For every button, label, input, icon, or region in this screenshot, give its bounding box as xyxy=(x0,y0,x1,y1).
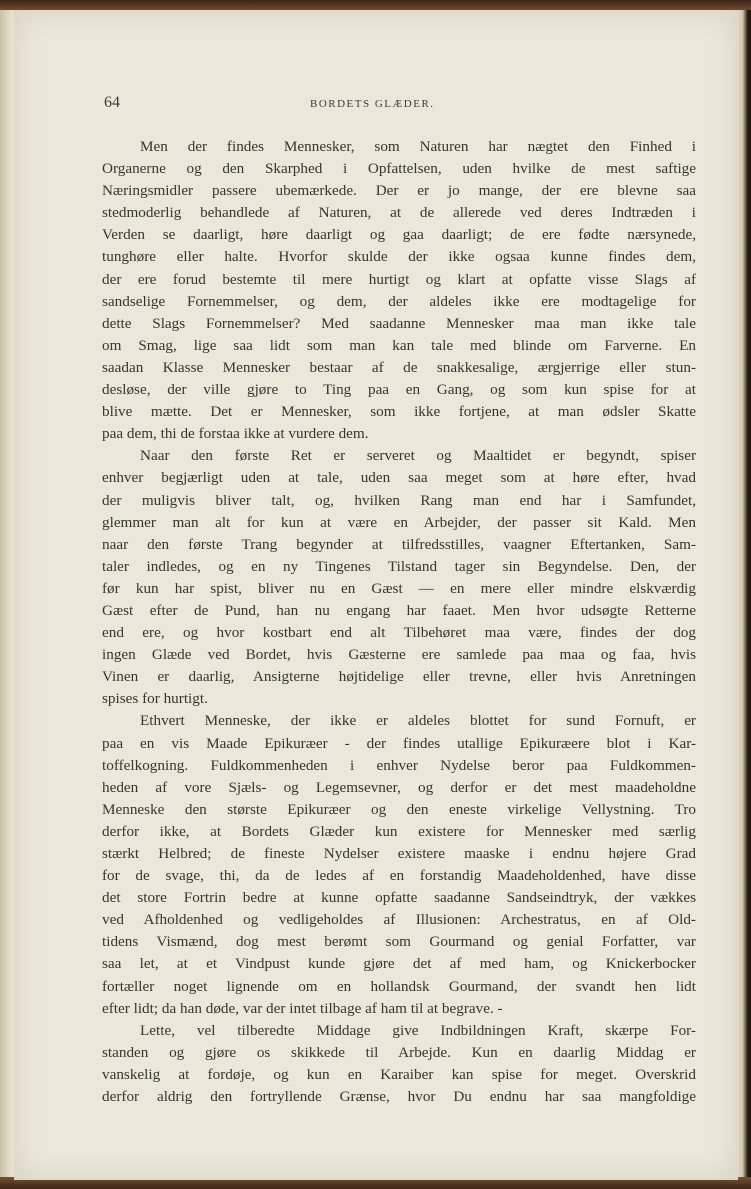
text-line: Verden se daarligt, høre daarligt og gaa daarligt; de ere fødte nærsynede, xyxy=(102,226,696,244)
text-line: stedmoderlig behandlede af Naturen, at de allerede ved deres Indtræden i xyxy=(102,204,696,222)
text-line: Naar den første Ret er serveret og Maaltidet er begyndt, spiser xyxy=(140,447,696,465)
text-line: Næringsmidler passere ubemærkede. Der er jo mange, der ere blevne saa xyxy=(102,182,696,200)
text-line: der ere forud bestemte til mere hurtigt og klart at opfatte visse Slags af xyxy=(102,270,696,288)
text-line: tidens Vismænd, dog mest berømt som Gourmand og genial Forfatter, var xyxy=(102,933,696,951)
text-line: paa dem, thi de forstaa ikke at vurdere dem. xyxy=(102,425,369,443)
text-line: efter lidt; da han døde, var der intet tilbage af ham til at begrave. - xyxy=(102,999,503,1017)
text-line: enhver begjærligt uden at tale, uden saa meget som at høre efter, hvad xyxy=(102,469,696,487)
text-line: sandselige Fornemmelser, og dem, der aldeles ikke ere modtagelige for xyxy=(102,292,696,310)
text-line: Gæst efter de Pund, han nu engang har faaet. Men hvor udsøgte Retterne xyxy=(102,601,696,619)
text-line: Men der findes Mennesker, som Naturen har nægtet den Finhed i xyxy=(140,138,696,155)
text-line: standen og gjøre os skikkede til Arbejde. Kun en daarlig Middag er xyxy=(102,1043,696,1061)
text-line: Vinen er daarlig, Ansigterne højtidelige eller trevne, eller hvis Anretningen xyxy=(102,668,696,686)
text-line: dette Slags Fornemmelser? Med saadanne Mennesker maa man ikke tale xyxy=(102,314,696,332)
book-page-edges xyxy=(737,10,751,1180)
text-line: der muligvis bliver talt, og, hvilken Rang man end har i Samfundet, xyxy=(102,491,696,509)
text-line: Organerne og den Skarphed i Opfattelsen, uden hvilke de mest saftige xyxy=(102,160,696,178)
text-line: stærkt Helbred; de fineste Nydelser existere maaske i endnu højere Grad xyxy=(102,845,696,862)
text-line: fortæller noget lignende om en hollandsk Gourmand, der svandt hen lidt xyxy=(102,977,696,995)
text-line: Lette, vel tilberedte Middage give Indbildningen Kraft, skærpe For- xyxy=(140,1021,696,1039)
text-line: saadan Klasse Mennesker bestaar af de snakkesalige, ærgjerrige eller stun- xyxy=(102,358,696,376)
text-line: saa let, at et Vindpust kunde gjøre det af med ham, og Knickerbocker xyxy=(102,955,696,973)
text-line: heden af vore Sjæls- og Legemsevner, og derfor er det mest maadeholdne xyxy=(102,778,696,796)
text-line: tunghøre eller halte. Hvorfor skulde der ikke ogsaa kunne findes dem, xyxy=(102,248,696,266)
text-line: spises for hurtigt. xyxy=(102,690,208,708)
text-line: Menneske den største Epikuræer og den eneste virkelige Vellystning. Tro xyxy=(102,800,696,818)
text-line: taler indledes, og en ny Tingenes Tilstand tager sin Begyndelse. Den, der xyxy=(102,557,696,575)
text-line: end ere, og hvor kostbart end alt Tilbehøret maa være, findes der dog xyxy=(102,624,696,642)
text-line: naar den første Trang begynder at tilfredsstilles, vaagner Eftertanken, Sam- xyxy=(102,535,696,553)
text-line: vanskelig at fordøje, og kun en Karaiber kan spise for meget. Overskrid xyxy=(102,1065,696,1083)
body-text xyxy=(102,136,696,1108)
text-line: det store Fortrin bedre at kunne opfatte saadanne Sandseindtryk, der vækkes xyxy=(102,889,696,907)
running-head: BORDETS GLÆDER. xyxy=(310,98,435,110)
text-line: om Smag, lige saa lidt som man kan tale med blinde om Farverne. En xyxy=(102,336,696,354)
text-line: glemmer man alt for kun at være en Arbejder, der passer sit Kald. Men xyxy=(102,513,696,531)
text-line: for de svage, thi, da de ledes af en forstandig Maadeholdenhed, have disse xyxy=(102,867,696,885)
text-line: paa en vis Maade Epikuræer - der findes utallige Epikuræere blot i Kar- xyxy=(102,734,696,752)
text-line: ingen Glæde ved Bordet, hvis Gæsterne ere samlede paa maa og faa, hvis xyxy=(102,646,696,664)
text-line: toffelkogning. Fuldkommenheden i enhver Nydelse beror paa Fuldkommen- xyxy=(102,756,696,774)
text-line: ved Afholdenhed og vedligeholdes af Illusionen: Archestratus, en af Old- xyxy=(102,911,696,929)
text-line: før kun har spist, bliver nu en Gæst — en mere eller mindre elskværdig xyxy=(102,579,696,597)
text-line: desløse, der ville gjøre to Ting paa en Gang, og som kun spise for at xyxy=(102,381,696,399)
page-number: 64 xyxy=(104,94,120,111)
text-line: derfor aldrig den fortryllende Grænse, hvor Du endnu har saa mangfoldige xyxy=(102,1088,696,1106)
text-line: blive mætte. Det er Mennesker, som ikke fortjene, at man ødsler Skatte xyxy=(102,403,696,421)
text-line: Ethvert Menneske, der ikke er aldeles blottet for sund Fornuft, er xyxy=(140,712,696,730)
text-line: derfor ikke, at Bordets Glæder kun existere for Mennesker med særlig xyxy=(102,822,696,840)
page-header xyxy=(104,94,444,116)
